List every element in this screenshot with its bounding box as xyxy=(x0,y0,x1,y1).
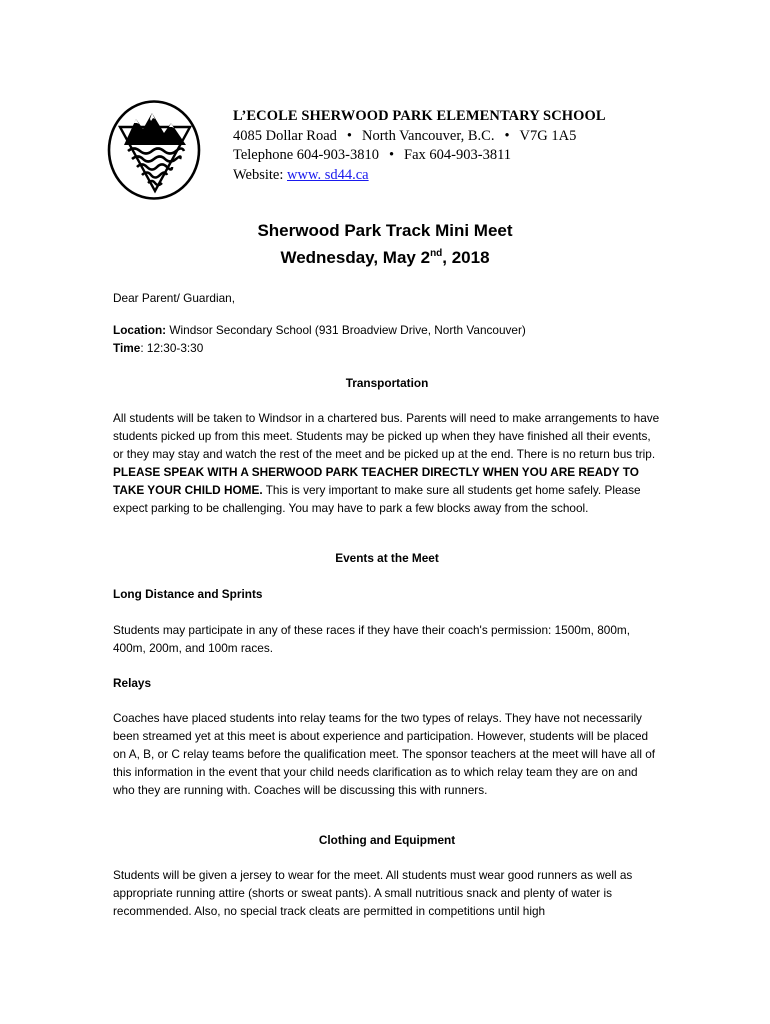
transportation-important-notice: PLEASE SPEAK WITH A SHERWOOD PARK TEACHER DIRECTLY WHEN YOU ARE READY TO TAKE YOUR CHILD HOME. xyxy=(113,465,639,497)
time-label: Time xyxy=(113,341,141,355)
address-line xyxy=(233,127,606,147)
website-link[interactable]: www. sd44.ca xyxy=(287,166,369,183)
clothing-paragraph: Students will be given a jersey to wear for the meet. All students must wear good runners as well as appropriate running attire (shorts or sweat pants). A small nutritious snack and plenty of water is recommended. Also, no special track cleats are permitted in competitions until high xyxy=(113,868,633,918)
page-subtitle-date xyxy=(0,247,770,269)
page-title: Sherwood Park Track Mini Meet xyxy=(257,221,513,240)
transportation-text-2: This is very important to make sure all students get home safely. Please expect parking to be challenging. You may have to park a few blocks away from the school. xyxy=(113,483,641,515)
bullet-separator: • xyxy=(504,127,510,144)
website-label: Website: xyxy=(233,166,287,183)
location-value: Windsor Secondary School (931 Broadview Drive, North Vancouver) xyxy=(166,323,526,337)
contact-line xyxy=(233,146,606,166)
address-postal-code: V7G 1A5 xyxy=(519,127,577,144)
time-value: : 12:30-3:30 xyxy=(140,341,204,355)
fax: Fax 604-903-3811 xyxy=(404,147,512,163)
long-distance-paragraph: Students may participate in any of these races if they have their coach's permission: 1500m, 800m, 400m, 200m, and 100m races. xyxy=(113,623,630,655)
bullet-separator: • xyxy=(346,127,352,144)
transportation-heading: Transportation xyxy=(345,376,429,390)
address-street: 4085 Dollar Road xyxy=(233,127,337,144)
events-heading: Events at the Meet xyxy=(335,551,439,565)
time-line xyxy=(113,339,661,357)
date-suffix: , 2018 xyxy=(442,248,490,267)
salutation: Dear Parent/ Guardian, xyxy=(113,291,235,305)
transportation-paragraph xyxy=(113,409,661,517)
relays-heading: Relays xyxy=(113,676,152,690)
location-label: Location: xyxy=(113,323,167,337)
transportation-text-1: All students will be taken to Windsor in a chartered bus. Parents will need to make arrangements to have students picked up from this meet. Students may be picked up when they have finished all their events, or they may stay and watch the rest of the meet and be picked up at the end. There is no return bus trip. xyxy=(113,411,660,461)
bullet-separator: • xyxy=(388,147,395,163)
telephone: Telephone 604-903-3810 xyxy=(233,147,379,163)
relays-paragraph: Coaches have placed students into relay teams for the two types of relays. They have not necessarily been streamed yet at this meet is about experience and participation. However, students will be placed on A, B, or C relay teams before the qualification meet. The sponsor teachers at the meet will have all of this information in the event that your child needs clarification as to which relay team they are on and who they are running with. Coaches will be discussing this with runners. xyxy=(113,711,656,797)
location-line xyxy=(113,321,661,339)
school-logo-icon xyxy=(106,99,202,201)
clothing-heading: Clothing and Equipment xyxy=(318,833,456,847)
event-details xyxy=(113,321,661,357)
website-line xyxy=(233,166,606,186)
date-ordinal: nd xyxy=(430,248,443,259)
address-city: North Vancouver, B.C. xyxy=(361,127,495,144)
long-distance-heading: Long Distance and Sprints xyxy=(113,587,263,601)
letterhead xyxy=(233,107,606,185)
date-prefix: Wednesday, May 2 xyxy=(280,248,431,267)
school-name: L’ECOLE SHERWOOD PARK ELEMENTARY SCHOOL xyxy=(233,108,606,124)
